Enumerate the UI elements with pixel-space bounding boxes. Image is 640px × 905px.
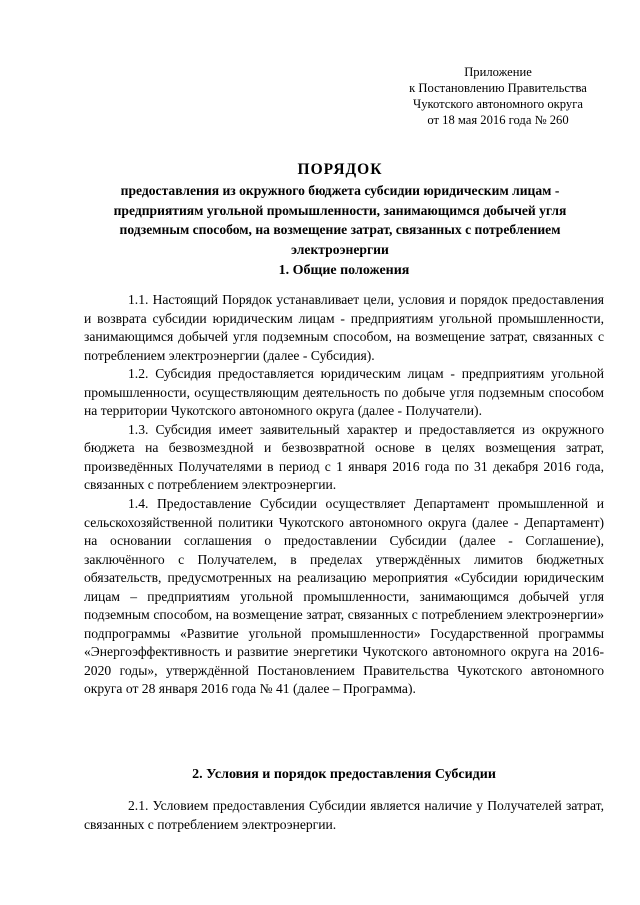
appendix-line: Чукотского автономного округа (413, 97, 583, 111)
appendix-line: от 18 мая 2016 года № 260 (427, 113, 569, 127)
document-subtitle: предоставления из окружного бюджета субсидии юридическим лицам - предприятиям угольной промышленности, занимающимся добычей угля подземным способом, на возмещение затрат, связанных с потреблением электроэнергии (113, 183, 567, 257)
section-heading: 1. Общие положения (278, 263, 410, 278)
section-body (84, 291, 604, 699)
appendix-line: Приложение (464, 65, 532, 79)
appendix-note (388, 64, 608, 128)
paragraph: 2.1. Условием предоставления Субсидии является наличие у Получателей затрат, связанных с потреблением электроэнергии. (84, 798, 604, 832)
appendix-line: к Постановлению Правительства (409, 81, 587, 95)
paragraph: 1.2. Субсидия предоставляется юридическим лицам - предприятиям угольной промышленности, осуществляющим деятельность по добыче угля подземным способом на территории Чукотского автономного округа (далее - Получатели). (84, 366, 604, 419)
paragraph: 1.3. Субсидия имеет заявительный характер и предоставляется из окружного бюджета на безвозмездной и безвозвратной основе в целях возмещения затрат, произведённых Получателями в период с 1 января 2016 года по 31 декабря 2016 года, связанных с потреблением электроэнергии. (84, 421, 604, 493)
section-body (84, 797, 604, 834)
paragraph: 1.1. Настоящий Порядок устанавливает цели, условия и порядок предоставления и возврата субсидии юридическим лицам - предприятиям угольной промышленности, занимающимся добычей угля подземным способом, на возмещение затрат, связанных с потреблением электроэнергии (далее - Субсидия). (84, 292, 604, 363)
paragraph: 1.4. Предоставление Субсидии осуществляет Департамент промышленной и сельскохозяйственной политики Чукотского автономного округа (далее - Департамент) на основании соглашения о предоставлении Субсидии (далее - Соглашение), заключённого с Получателем, в пределах утверждённых лимитов бюджетных обязательств, предусмотренных на реализацию мероприятия «Субсидии юридическим лицам – предприятиям угольной промышленности, занимающимся добычей угля подземным способом, на возмещение затрат, связанных с потреблением электроэнергии» подпрограммы «Развитие угольной промышленности» Государственной программы «Энергоэффективность и развитие энергетики Чукотского автономного округа на 2016-2020 годы», утверждённой Постановлением Правительства Чукотского автономного округа от 28 января 2016 года № 41 (далее – Программа). (84, 496, 604, 697)
document-title (80, 160, 600, 259)
section-heading: 2. Условия и порядок предоставления Субсидии (192, 767, 496, 782)
document-heading: ПОРЯДОК (297, 161, 383, 178)
